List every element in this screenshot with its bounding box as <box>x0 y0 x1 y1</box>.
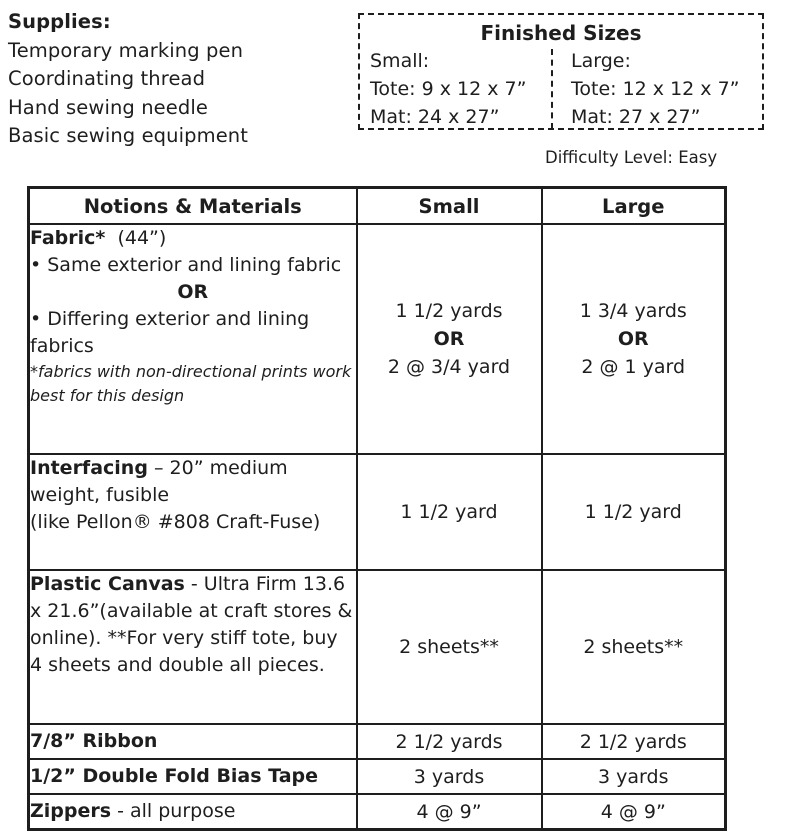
ribbon-large-qty: 2 1/2 yards <box>542 724 726 759</box>
table-row-ribbon <box>29 724 726 759</box>
fabric-description <box>29 224 357 454</box>
zippers-small-qty: 4 @ 9” <box>357 794 542 830</box>
finished-sizes-title: Finished Sizes <box>480 21 642 45</box>
sizes-divider <box>551 49 553 129</box>
canvas-large-qty: 2 sheets** <box>542 570 726 724</box>
zippers-desc: - all purpose <box>111 800 236 822</box>
interfacing-small-qty: 1 1/2 yard <box>357 454 542 570</box>
difficulty-level: Difficulty Level: Easy <box>545 148 718 167</box>
materials-table <box>27 186 727 831</box>
fabric-or: OR <box>177 281 209 303</box>
fabric-small-qty <box>357 224 542 454</box>
header-large: Large <box>542 188 726 225</box>
interfacing-name: Interfacing <box>30 457 148 479</box>
qty-value: 2 @ 1 yard <box>581 356 686 378</box>
canvas-name: Plastic Canvas <box>30 573 185 595</box>
qty-or: OR <box>433 328 465 350</box>
fabric-option-1: • Same exterior and lining fabric <box>30 254 342 276</box>
table-row-fabric <box>29 224 726 454</box>
supplies-heading: Supplies: <box>8 10 111 33</box>
bias-tape-small-qty: 3 yards <box>357 759 542 794</box>
canvas-description <box>29 570 357 724</box>
bias-tape-large-qty: 3 yards <box>542 759 726 794</box>
qty-value: 2 @ 3/4 yard <box>387 356 511 378</box>
table-row-zippers <box>29 794 726 830</box>
interfacing-detail: (like Pellon® #808 Craft-Fuse) <box>30 511 321 533</box>
table-row-bias-tape <box>29 759 726 794</box>
zippers-description <box>29 794 357 830</box>
supply-item: Basic sewing equipment <box>8 124 249 147</box>
interfacing-desc: – 20” medium weight, fusible <box>30 457 288 506</box>
large-sizes <box>571 47 740 131</box>
table-row-interfacing <box>29 454 726 570</box>
small-tote-size: Tote: 9 x 12 x 7” <box>370 78 527 100</box>
supply-item: Hand sewing needle <box>8 95 208 119</box>
qty-or: OR <box>617 328 649 350</box>
supplies-list <box>8 8 248 151</box>
canvas-small-qty: 2 sheets** <box>357 570 542 724</box>
header-small: Small <box>357 188 542 225</box>
canvas-desc: - Ultra Firm 13.6 x 21.6”(available at craft stores & online). **For very stiff tote, buy 4 sheets and double all pieces. <box>30 573 353 676</box>
fabric-width: (44”) <box>117 227 167 249</box>
finished-sizes-box <box>358 13 764 130</box>
zippers-name: Zippers <box>30 800 112 822</box>
header-notions: Notions & Materials <box>29 188 357 225</box>
large-tote-size: Tote: 12 x 12 x 7” <box>571 78 740 100</box>
supply-item: Temporary marking pen <box>8 38 244 62</box>
fabric-option-2: • Differing exterior and lining fabrics <box>30 308 310 357</box>
ribbon-name: 7/8” Ribbon <box>29 724 357 759</box>
large-mat-size: Mat: 27 x 27” <box>571 106 701 128</box>
qty-value: 1 1/2 yards <box>395 300 503 322</box>
table-header-row <box>29 188 726 225</box>
small-label: Small: <box>370 50 430 72</box>
bias-tape-name: 1/2” Double Fold Bias Tape <box>29 759 357 794</box>
interfacing-description <box>29 454 357 570</box>
interfacing-large-qty: 1 1/2 yard <box>542 454 726 570</box>
small-sizes <box>370 47 526 131</box>
small-mat-size: Mat: 24 x 27” <box>370 106 500 128</box>
ribbon-small-qty: 2 1/2 yards <box>357 724 542 759</box>
fabric-name: Fabric* <box>30 227 106 249</box>
zippers-large-qty: 4 @ 9” <box>542 794 726 830</box>
table-row-plastic-canvas <box>29 570 726 724</box>
fabric-note: *fabrics with non-directional prints work best for this design <box>30 362 352 405</box>
fabric-large-qty <box>542 224 726 454</box>
large-label: Large: <box>571 50 631 72</box>
qty-value: 1 3/4 yards <box>579 300 687 322</box>
supply-item: Coordinating thread <box>8 67 206 90</box>
